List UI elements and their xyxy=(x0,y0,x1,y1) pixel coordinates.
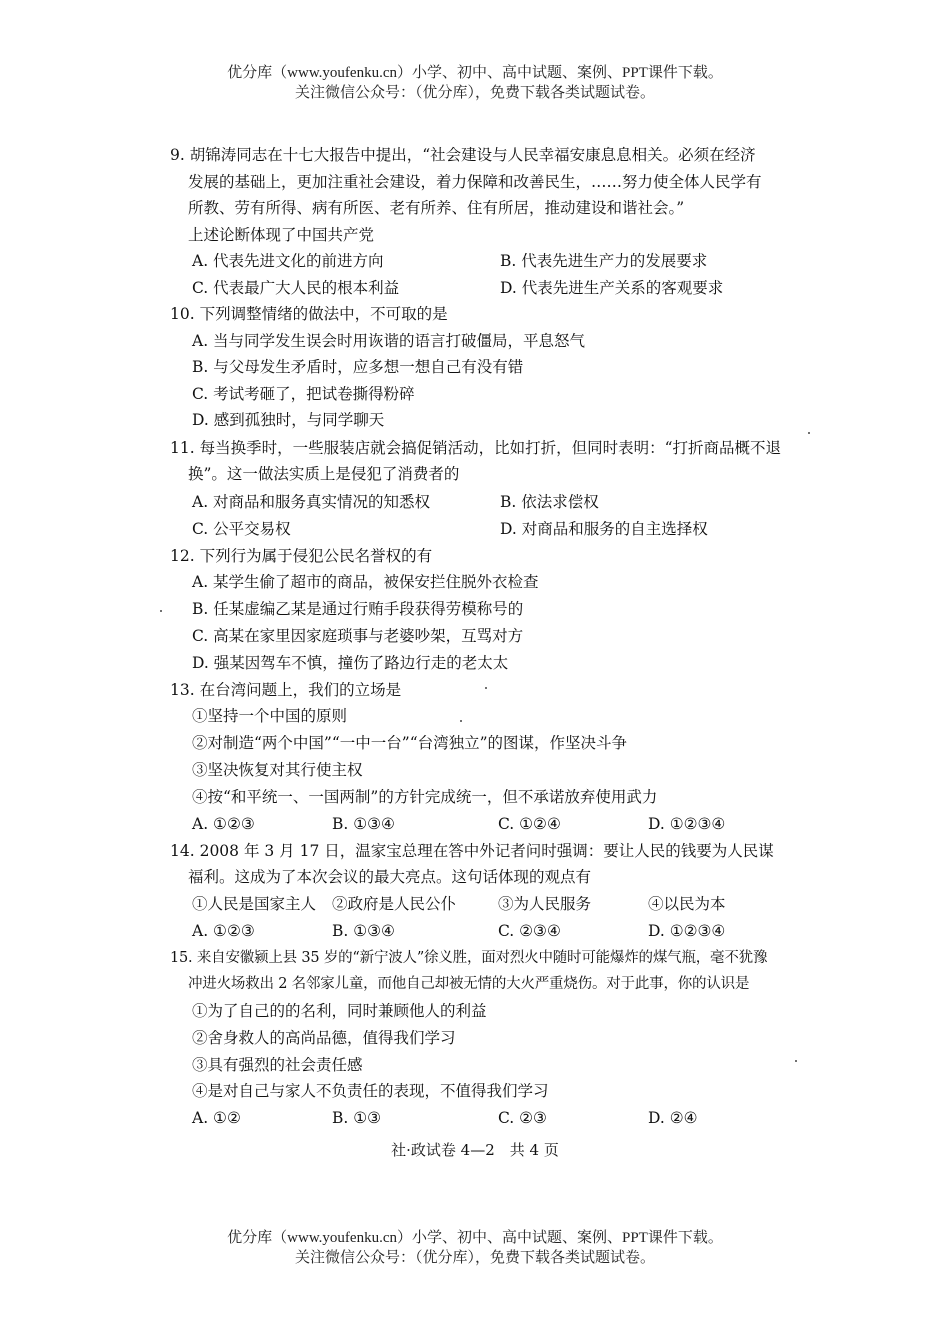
q13-statement-4: ④按“和平统一、一国两制”的方针完成统一，但不承诺放弃使用武力 xyxy=(192,788,658,806)
scan-speck xyxy=(808,432,810,434)
q13-option-a: A. ①②③ xyxy=(192,815,255,833)
q11-option-d: D. 对商品和服务的自主选择权 xyxy=(500,520,708,538)
q14-line-1: 14. 2008 年 3 月 17 日，温家宝总理在答中外记者问时强调：要让人民的钱要为人民谋 xyxy=(170,842,774,860)
q11-option-c: C. 公平交易权 xyxy=(192,520,291,538)
q12-stem: 12. 下列行为属于侵犯公民名誉权的有 xyxy=(170,547,433,565)
q15-line-2: 冲进火场救出 2 名邻家儿童，而他自己却被无情的大火严重烧伤。对于此事，你的认识是 xyxy=(188,976,750,992)
q9-option-c: C. 代表最广大人民的根本利益 xyxy=(192,279,400,297)
q11-line-1: 11. 每当换季时，一些服装店就会搞促销活动，比如打折，但同时表明：“打折商品概不退 xyxy=(170,439,782,457)
q14-line-2: 福利。这成为了本次会议的最大亮点。这句话体现的观点有 xyxy=(188,868,592,886)
q10-option-d: D. 感到孤独时，与同学聊天 xyxy=(192,411,385,429)
q13-statement-1: ①坚持一个中国的原则 xyxy=(192,707,348,725)
page-number-footer: 社·政试卷 4—2 共 4 页 xyxy=(391,1141,559,1159)
q15-option-a: A. ①② xyxy=(192,1109,241,1127)
q10-option-b: B. 与父母发生矛盾时，应多想一想自己有没有错 xyxy=(192,358,524,376)
header-line-1: 优分库（www.youfenku.cn）小学、初中、高中试题、案例、PPT课件下载。 xyxy=(227,65,723,81)
q11-option-a: A. 对商品和服务真实情况的知悉权 xyxy=(192,493,431,511)
q15-statement-3: ③具有强烈的社会责任感 xyxy=(192,1056,363,1074)
footer-line-2: 关注微信公众号：（优分库），免费下载各类试题试卷。 xyxy=(294,1250,655,1266)
q12-option-d: D. 强某因驾车不慎，撞伤了路边行走的老太太 xyxy=(192,654,509,672)
q13-statement-2: ②对制造“两个中国”“一中一台”“台湾独立”的图谋，作坚决斗争 xyxy=(192,734,628,752)
q13-option-b: B. ①③④ xyxy=(332,815,395,833)
q14-option-b: B. ①③④ xyxy=(332,922,395,940)
q10-option-a: A. 当与同学发生误会时用诙谐的语言打破僵局，平息怒气 xyxy=(192,332,586,350)
q11-option-b: B. 依法求偿权 xyxy=(500,493,599,511)
q9-option-a: A. 代表先进文化的前进方向 xyxy=(192,252,384,270)
q15-statement-2: ②舍身救人的高尚品德，值得我们学习 xyxy=(192,1029,456,1047)
footer-line-1: 优分库（www.youfenku.cn）小学、初中、高中试题、案例、PPT课件下载。 xyxy=(227,1230,723,1246)
q13-stem: 13. 在台湾问题上，我们的立场是 xyxy=(170,681,402,699)
q14-option-d: D. ①②③④ xyxy=(648,922,726,940)
q9-option-d: D. 代表先进生产关系的客观要求 xyxy=(500,279,724,297)
scan-speck xyxy=(485,687,487,689)
q14-statement-2: ②政府是人民公仆 xyxy=(332,895,457,913)
q14-statement-4: ④以民为本 xyxy=(648,895,726,913)
q12-option-a: A. 某学生偷了超市的商品，被保安拦住脱外衣检查 xyxy=(192,573,539,591)
q15-statement-1: ①为了自己的的名利，同时兼顾他人的利益 xyxy=(192,1002,487,1020)
scan-speck xyxy=(795,1060,797,1062)
scan-speck xyxy=(460,720,462,722)
q13-statement-3: ③坚决恢复对其行使主权 xyxy=(192,761,363,779)
q10-stem: 10. 下列调整情绪的做法中，不可取的是 xyxy=(170,305,448,323)
q9-line-3: 所教、劳有所得、病有所医、老有所养、住有所居，推动建设和谐社会。” xyxy=(188,199,685,217)
q15-option-c: C. ②③ xyxy=(498,1109,547,1127)
q9-option-b: B. 代表先进生产力的发展要求 xyxy=(500,252,708,270)
q15-statement-4: ④是对自己与家人不负责任的表现，不值得我们学习 xyxy=(192,1082,549,1100)
q12-option-b: B. 任某虚编乙某是通过行贿手段获得劳模称号的 xyxy=(192,600,524,618)
header-line-2: 关注微信公众号：（优分库），免费下载各类试题试卷。 xyxy=(294,85,655,101)
q13-option-c: C. ①②④ xyxy=(498,815,561,833)
scan-speck xyxy=(160,610,162,612)
q14-option-a: A. ①②③ xyxy=(192,922,255,940)
q12-option-c: C. 高某在家里因家庭琐事与老婆吵架，互骂对方 xyxy=(192,627,524,645)
q14-statement-3: ③为人民服务 xyxy=(498,895,592,913)
q9-line-4: 上述论断体现了中国共产党 xyxy=(188,226,375,244)
q13-option-d: D. ①②③④ xyxy=(648,815,726,833)
q14-option-c: C. ②③④ xyxy=(498,922,561,940)
q15-line-1: 15. 来自安徽颍上县 35 岁的“新宁波人”徐义胜，面对烈火中随时可能爆炸的煤气瓶，毫不犹豫 xyxy=(170,950,768,966)
q9-line-1: 9. 胡锦涛同志在十七大报告中提出，“社会建设与人民幸福安康息息相关。必须在经济 xyxy=(170,146,756,164)
q15-option-d: D. ②④ xyxy=(648,1109,698,1127)
q15-option-b: B. ①③ xyxy=(332,1109,382,1127)
q14-statement-1: ①人民是国家主人 xyxy=(192,895,317,913)
q11-line-2: 换”。这一做法实质上是侵犯了消费者的 xyxy=(188,465,460,483)
q9-line-2: 发展的基础上，更加注重社会建设，着力保障和改善民生，……努力使全体人民学有 xyxy=(188,173,762,191)
q10-option-c: C. 考试考砸了，把试卷撕得粉碎 xyxy=(192,385,415,403)
